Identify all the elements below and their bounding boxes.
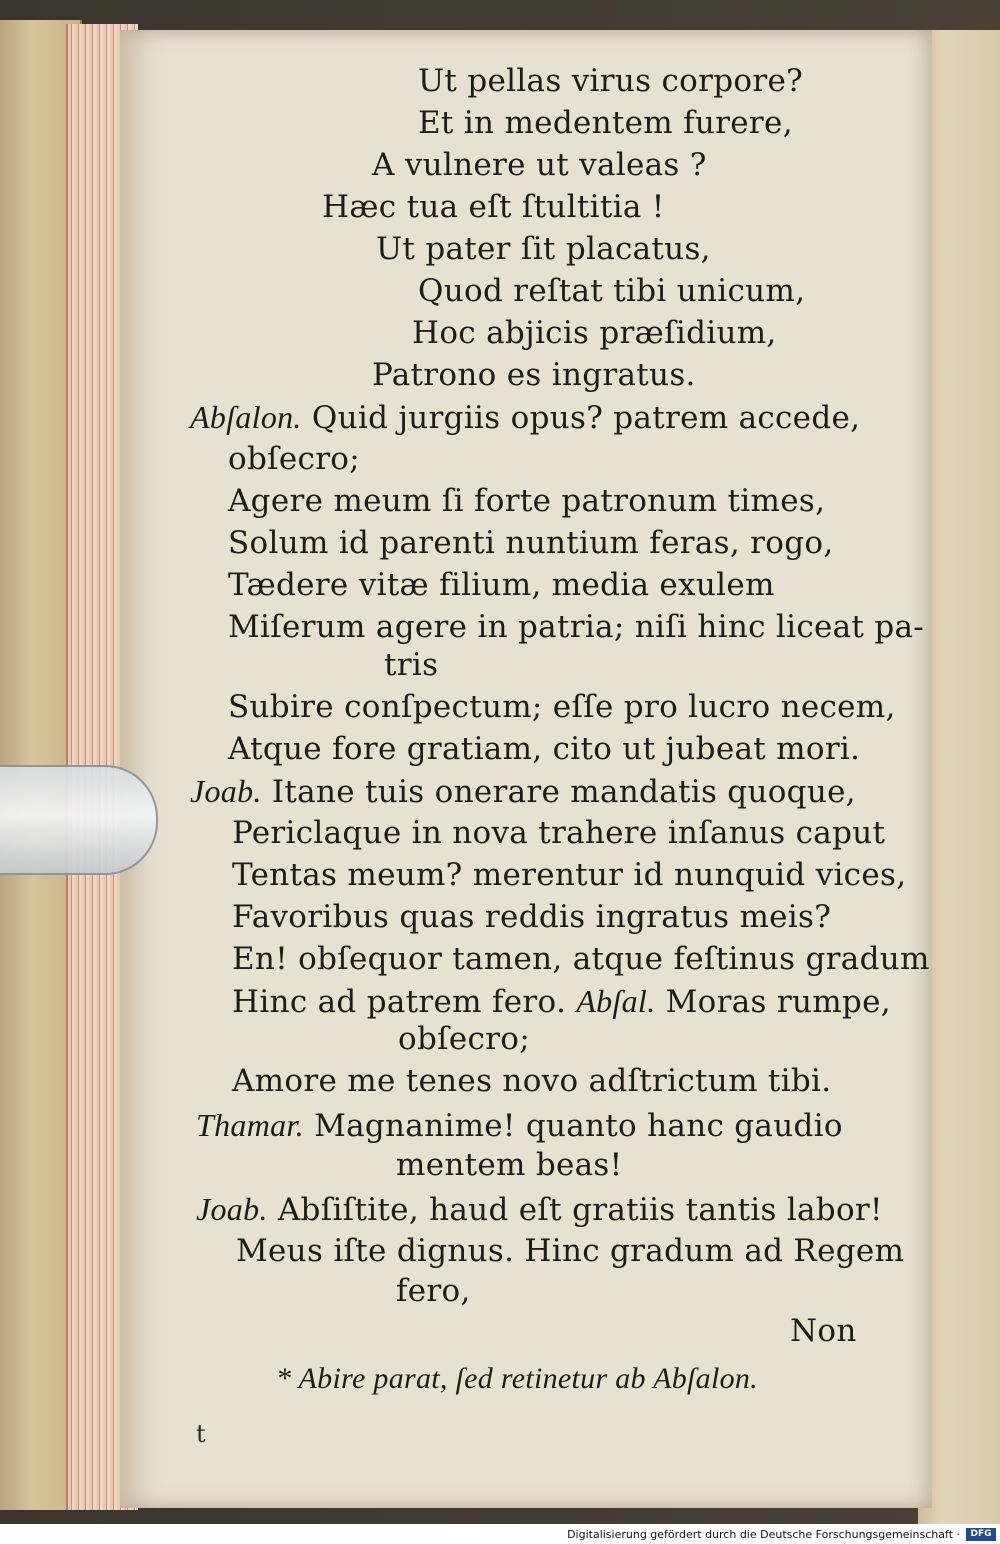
footer-credit: Digitalisierung gefördert durch die Deutsche Forschungsgemeinschaft · (567, 1527, 960, 1541)
verse-line: Ut pater ſit placatus, (376, 231, 711, 267)
verse-line: Subire conſpectum; eſſe pro lucro necem, (228, 689, 896, 725)
verse-line: Ut pellas virus corpore? (418, 63, 804, 99)
verse-text: Itane tuis onerare mandatis quoque, (271, 774, 856, 810)
verse-line: Hæc tua eſt ſtultitia ! (322, 189, 665, 225)
verse-text: Magnanime! quanto hanc gaudio (314, 1108, 843, 1144)
speaker-name: Abſalon. (190, 399, 302, 435)
verse-text: Hinc ad patrem fero. (232, 984, 567, 1020)
verse-line: Hoc abjicis præſidium, (412, 315, 777, 351)
signature-mark: t (196, 1420, 206, 1448)
verse-line: Miſerum agere in patria; niſi hinc liceat pa- (228, 609, 925, 645)
verse-line: obſecro; (228, 441, 361, 477)
verse-line: Periclaque in nova trahere inſanus caput (232, 815, 886, 851)
verse-text: Moras rumpe, (665, 984, 891, 1020)
speaker-name: Joab. (190, 773, 262, 809)
verse-line: Et in medentem furere, (418, 105, 793, 141)
speaker-name: Abſal. (576, 983, 656, 1019)
verse-line (190, 772, 856, 811)
verse-line: Favoribus quas reddis ingratus meis? (232, 899, 832, 935)
verse-line: Solum id parenti nuntium feras, rogo, (228, 525, 834, 561)
verse-line (232, 982, 891, 1021)
verse-line: En! obſequor tamen, atque feſtinus gradum (232, 941, 930, 977)
verse-line: Amore me tenes novo adſtrictum tibi. (232, 1063, 832, 1099)
verse-line: Tædere vitæ filium, media exulem (228, 567, 775, 603)
verse-text: Quid jurgiis opus? patrem accede, (311, 400, 861, 436)
verse-line: fero, (396, 1273, 471, 1309)
speaker-name: Thamar. (196, 1107, 304, 1143)
verse-line (196, 1190, 883, 1229)
verse-line: Agere meum ſi forte patronum times, (228, 483, 826, 519)
catchword: Non (790, 1313, 857, 1349)
verse-line: tris (384, 647, 439, 683)
verse-line: Meus iſte dignus. Hinc gradum ad Regem (236, 1233, 905, 1269)
verse-line: Patrono es ingratus. (372, 357, 696, 393)
verse-line: obſecro; (398, 1021, 531, 1057)
verse-text: Abſiſtite, haud eſt gratiis tantis labor! (277, 1192, 883, 1228)
stage-direction: * Abire parat, ſed retinetur ab Abſalon. (276, 1362, 758, 1395)
verse-line: Atque fore gratiam, cito ut jubeat mori. (228, 731, 861, 767)
digitization-footer (0, 1524, 1000, 1544)
verse-line: Quod reſtat tibi unicum, (418, 273, 806, 309)
verse-line: Tentas meum? merentur id nunquid vices, (232, 857, 907, 893)
speaker-name: Joab. (196, 1191, 268, 1227)
verse-line (196, 1106, 843, 1145)
dfg-logo-icon: DFG (966, 1528, 996, 1541)
verse-line: mentem beas! (396, 1147, 623, 1183)
verse-line: A vulnere ut valeas ? (372, 147, 707, 183)
verse-line (190, 398, 860, 437)
